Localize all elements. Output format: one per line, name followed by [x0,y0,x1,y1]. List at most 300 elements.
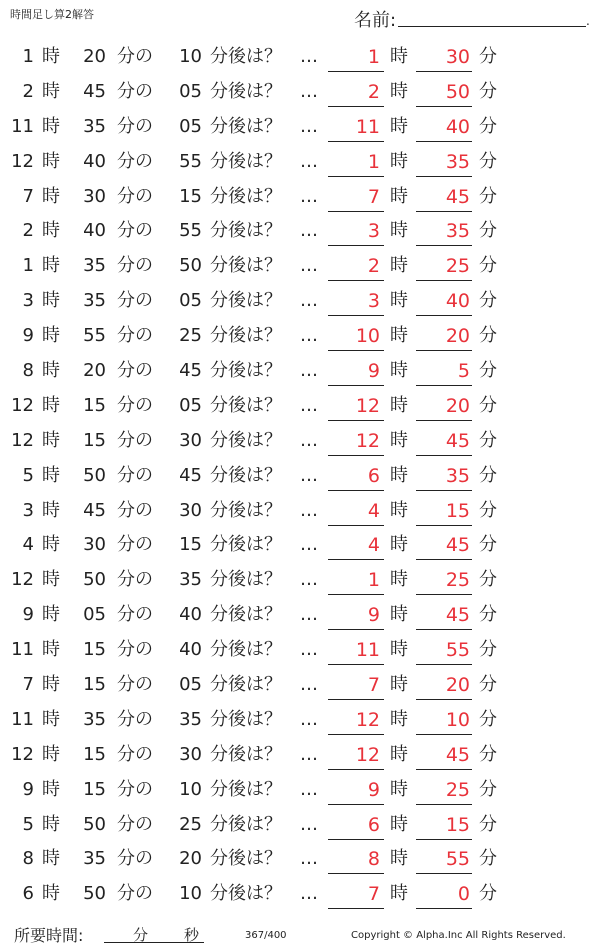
problem-row [0,425,600,460]
start-hour: 12 [11,429,34,451]
answer-minute-unit: 分 [479,743,497,765]
problem-list [0,41,600,913]
minutes-later-label: 分後は？ [210,429,282,451]
answer-hour: 12 [355,394,380,417]
answer-minute-unit: 分 [479,255,497,277]
answer-hour-unit: 時 [390,569,408,591]
start-minute: 35 [83,115,106,137]
answer-hour-unit: 時 [390,674,408,696]
hour-unit: 時 [42,185,60,207]
problem-row [0,215,600,250]
answer-hour: 11 [355,639,380,662]
added-minutes: 30 [179,499,202,521]
problem-row [0,390,600,425]
added-minutes: 10 [179,883,202,905]
ellipsis: … [300,499,318,521]
answer-hour-unit: 時 [390,813,408,835]
answer-hour-underline [328,245,384,246]
start-hour: 12 [11,150,34,172]
added-minutes: 20 [179,848,202,870]
ellipsis: … [300,360,318,382]
added-minutes: 05 [179,674,202,696]
minute-no-label: 分の [117,534,153,556]
answer-minute-underline [416,594,472,595]
problem-row [0,669,600,704]
problem-row [0,285,600,320]
minute-no-label: 分の [117,743,153,765]
answer-hour-unit: 時 [390,150,408,172]
added-minutes: 15 [179,534,202,556]
answer-hour-unit: 時 [390,534,408,556]
minutes-later-label: 分後は？ [210,708,282,730]
required-time-seconds-unit: 秒 [184,926,200,944]
worksheet-title: 時間足し算2解答 [10,8,94,21]
answer-hour-underline [328,315,384,316]
minute-no-label: 分の [117,848,153,870]
answer-minute: 45 [445,429,470,452]
problem-row [0,320,600,355]
answer-minute-underline [416,734,472,735]
added-minutes: 15 [179,185,202,207]
added-minutes: 35 [179,708,202,730]
answer-minute-underline [416,176,472,177]
start-minute: 50 [83,464,106,486]
added-minutes: 50 [179,255,202,277]
answer-hour-unit: 時 [390,255,408,277]
problem-row [0,250,600,285]
minutes-later-label: 分後は？ [210,499,282,521]
answer-hour: 7 [367,883,380,906]
answer-hour-unit: 時 [390,290,408,312]
answer-minute-underline [416,490,472,491]
answer-hour-underline [328,839,384,840]
hour-unit: 時 [42,255,60,277]
answer-minute: 35 [445,220,470,243]
answer-minute-underline [416,804,472,805]
start-hour: 1 [22,255,34,277]
added-minutes: 10 [179,46,202,67]
answer-hour: 6 [367,464,380,487]
answer-minute-underline [416,839,472,840]
answer-hour: 8 [367,848,380,871]
answer-hour-unit: 時 [390,604,408,626]
answer-hour: 7 [367,674,380,697]
hour-unit: 時 [42,394,60,416]
answer-hour-underline [328,455,384,456]
answer-minute-unit: 分 [479,778,497,800]
answer-minute: 40 [445,115,470,138]
answer-minute-unit: 分 [479,569,497,591]
problem-row [0,355,600,390]
answer-minute-unit: 分 [479,46,497,67]
answer-hour: 9 [367,778,380,801]
minutes-later-label: 分後は？ [210,883,282,905]
minute-no-label: 分の [117,674,153,696]
minutes-later-label: 分後は？ [210,813,282,835]
answer-minute-unit: 分 [479,360,497,382]
page-number: 367/400 [245,930,287,941]
answer-minute-underline [416,71,472,72]
minute-no-label: 分の [117,185,153,207]
answer-hour-underline [328,141,384,142]
answer-minute: 45 [445,185,470,208]
ellipsis: … [300,464,318,486]
hour-unit: 時 [42,80,60,102]
answer-minute-underline [416,699,472,700]
problem-row [0,111,600,146]
problem-row [0,739,600,774]
start-minute: 45 [83,499,106,521]
answer-hour-underline [328,804,384,805]
hour-unit: 時 [42,115,60,137]
answer-hour-underline [328,873,384,874]
minute-no-label: 分の [117,499,153,521]
answer-minute-underline [416,350,472,351]
start-minute: 15 [83,639,106,661]
start-minute: 15 [83,778,106,800]
minute-no-label: 分の [117,883,153,905]
problem-row [0,146,600,181]
minute-no-label: 分の [117,325,153,347]
minute-no-label: 分の [117,813,153,835]
minute-no-label: 分の [117,778,153,800]
answer-minute: 40 [445,290,470,313]
minutes-later-label: 分後は？ [210,534,282,556]
ellipsis: … [300,255,318,277]
added-minutes: 30 [179,743,202,765]
minutes-later-label: 分後は？ [210,255,282,277]
minute-no-label: 分の [117,150,153,172]
answer-hour: 1 [367,150,380,173]
answer-hour-unit: 時 [390,185,408,207]
minute-no-label: 分の [117,255,153,277]
start-hour: 12 [11,569,34,591]
answer-hour-unit: 時 [390,778,408,800]
answer-minute: 45 [445,604,470,627]
minutes-later-label: 分後は？ [210,325,282,347]
answer-hour-unit: 時 [390,883,408,905]
answer-minute: 20 [445,674,470,697]
minute-no-label: 分の [117,639,153,661]
hour-unit: 時 [42,848,60,870]
hour-unit: 時 [42,499,60,521]
answer-minute-underline [416,245,472,246]
problem-row [0,76,600,111]
minute-no-label: 分の [117,80,153,102]
start-minute: 20 [83,46,106,67]
minute-no-label: 分の [117,708,153,730]
start-minute: 40 [83,150,106,172]
answer-hour: 9 [367,360,380,383]
start-minute: 15 [83,429,106,451]
answer-hour: 3 [367,290,380,313]
added-minutes: 05 [179,394,202,416]
ellipsis: … [300,569,318,591]
hour-unit: 時 [42,639,60,661]
answer-hour: 4 [367,534,380,557]
answer-minute-unit: 分 [479,185,497,207]
answer-hour-underline [328,594,384,595]
answer-hour-unit: 時 [390,220,408,242]
problem-row [0,843,600,878]
answer-minute: 45 [445,743,470,766]
answer-hour: 6 [367,813,380,836]
start-hour: 7 [22,674,34,696]
minute-no-label: 分の [117,394,153,416]
ellipsis: … [300,604,318,626]
answer-hour: 10 [355,325,380,348]
answer-minute-unit: 分 [479,220,497,242]
start-minute: 35 [83,708,106,730]
start-hour: 12 [11,394,34,416]
answer-minute: 20 [445,394,470,417]
answer-hour: 12 [355,429,380,452]
answer-minute: 20 [445,325,470,348]
start-minute: 45 [83,80,106,102]
answer-minute: 55 [445,639,470,662]
minute-no-label: 分の [117,429,153,451]
hour-unit: 時 [42,150,60,172]
answer-hour-underline [328,734,384,735]
answer-hour-underline [328,490,384,491]
answer-minute-underline [416,769,472,770]
answer-hour-underline [328,385,384,386]
start-hour: 7 [22,185,34,207]
start-minute: 40 [83,220,106,242]
answer-minute-underline [416,385,472,386]
answer-hour-unit: 時 [390,639,408,661]
hour-unit: 時 [42,674,60,696]
answer-minute-unit: 分 [479,80,497,102]
ellipsis: … [300,150,318,172]
hour-unit: 時 [42,813,60,835]
start-hour: 2 [22,220,34,242]
added-minutes: 10 [179,778,202,800]
answer-minute-unit: 分 [479,639,497,661]
start-minute: 30 [83,534,106,556]
added-minutes: 45 [179,360,202,382]
minutes-later-label: 分後は？ [210,185,282,207]
answer-minute-underline [416,629,472,630]
ellipsis: … [300,743,318,765]
start-minute: 35 [83,255,106,277]
ellipsis: … [300,394,318,416]
problem-row [0,809,600,844]
problem-row [0,878,600,913]
answer-hour: 11 [355,115,380,138]
added-minutes: 05 [179,115,202,137]
ellipsis: … [300,80,318,102]
start-hour: 2 [22,80,34,102]
minute-no-label: 分の [117,604,153,626]
copyright-notice: Copyright © Alpha.Inc All Rights Reserved. [351,930,566,941]
answer-minute-unit: 分 [479,394,497,416]
answer-minute: 5 [457,360,470,383]
problem-row [0,634,600,669]
ellipsis: … [300,708,318,730]
answer-minute-unit: 分 [479,674,497,696]
answer-hour: 1 [367,46,380,68]
start-hour: 11 [11,115,34,137]
answer-hour-unit: 時 [390,429,408,451]
ellipsis: … [300,813,318,835]
answer-hour-unit: 時 [390,708,408,730]
answer-minute-unit: 分 [479,325,497,347]
start-hour: 6 [22,883,34,905]
added-minutes: 35 [179,569,202,591]
answer-minute: 35 [445,150,470,173]
answer-minute-underline [416,873,472,874]
start-minute: 50 [83,813,106,835]
ellipsis: … [300,674,318,696]
answer-hour: 1 [367,569,380,592]
answer-minute: 25 [445,255,470,278]
added-minutes: 30 [179,429,202,451]
start-hour: 9 [22,778,34,800]
minutes-later-label: 分後は？ [210,80,282,102]
start-hour: 3 [22,499,34,521]
ellipsis: … [300,290,318,312]
answer-hour: 3 [367,220,380,243]
problem-row [0,704,600,739]
answer-minute-unit: 分 [479,883,497,905]
answer-hour: 4 [367,499,380,522]
answer-hour-unit: 時 [390,115,408,137]
answer-hour-underline [328,664,384,665]
answer-hour: 7 [367,185,380,208]
hour-unit: 時 [42,534,60,556]
start-hour: 8 [22,848,34,870]
answer-minute-underline [416,525,472,526]
answer-hour-unit: 時 [390,499,408,521]
answer-minute-underline [416,908,472,909]
answer-minute-underline [416,141,472,142]
minute-no-label: 分の [117,464,153,486]
answer-minute: 45 [445,534,470,557]
answer-minute-underline [416,420,472,421]
answer-minute-unit: 分 [479,604,497,626]
problem-row [0,529,600,564]
minutes-later-label: 分後は？ [210,290,282,312]
answer-minute: 10 [445,708,470,731]
answer-hour: 9 [367,604,380,627]
minutes-later-label: 分後は？ [210,464,282,486]
start-minute: 15 [83,743,106,765]
added-minutes: 55 [179,150,202,172]
minutes-later-label: 分後は？ [210,639,282,661]
minutes-later-label: 分後は？ [210,220,282,242]
start-hour: 4 [22,534,34,556]
minutes-later-label: 分後は？ [210,360,282,382]
answer-minute-unit: 分 [479,150,497,172]
answer-minute: 15 [445,499,470,522]
hour-unit: 時 [42,569,60,591]
hour-unit: 時 [42,429,60,451]
start-minute: 50 [83,883,106,905]
answer-hour-underline [328,559,384,560]
answer-hour-underline [328,699,384,700]
start-hour: 5 [22,464,34,486]
minutes-later-label: 分後は？ [210,150,282,172]
start-minute: 50 [83,569,106,591]
problem-row [0,774,600,809]
problem-row [0,495,600,530]
minutes-later-label: 分後は？ [210,674,282,696]
hour-unit: 時 [42,360,60,382]
added-minutes: 05 [179,290,202,312]
minute-no-label: 分の [117,290,153,312]
minutes-later-label: 分後は？ [210,394,282,416]
answer-minute: 0 [457,883,470,906]
answer-minute-underline [416,455,472,456]
name-label: 名前: [354,10,397,31]
answer-hour-underline [328,106,384,107]
answer-minute: 25 [445,569,470,592]
answer-hour-underline [328,525,384,526]
start-minute: 30 [83,185,106,207]
hour-unit: 時 [42,604,60,626]
minute-no-label: 分の [117,115,153,137]
problem-row [0,564,600,599]
answer-minute-unit: 分 [479,813,497,835]
hour-unit: 時 [42,464,60,486]
answer-minute-underline [416,664,472,665]
answer-hour: 2 [367,80,380,103]
answer-minute-unit: 分 [479,429,497,451]
hour-unit: 時 [42,778,60,800]
answer-hour-underline [328,629,384,630]
answer-hour-unit: 時 [390,743,408,765]
start-hour: 11 [11,708,34,730]
minute-no-label: 分の [117,360,153,382]
start-minute: 20 [83,360,106,382]
answer-minute-underline [416,280,472,281]
answer-minute-unit: 分 [479,290,497,312]
minutes-later-label: 分後は？ [210,46,282,67]
added-minutes: 25 [179,325,202,347]
start-hour: 11 [11,639,34,661]
added-minutes: 05 [179,80,202,102]
added-minutes: 55 [179,220,202,242]
ellipsis: … [300,220,318,242]
start-hour: 5 [22,813,34,835]
answer-hour-underline [328,176,384,177]
minutes-later-label: 分後は？ [210,604,282,626]
answer-hour-unit: 時 [390,80,408,102]
ellipsis: … [300,883,318,905]
minutes-later-label: 分後は？ [210,743,282,765]
minutes-later-label: 分後は？ [210,848,282,870]
required-time-label: 所要時間: [14,926,84,945]
minute-no-label: 分の [117,46,153,67]
answer-hour-underline [328,420,384,421]
answer-minute: 35 [445,464,470,487]
hour-unit: 時 [42,743,60,765]
answer-hour-unit: 時 [390,360,408,382]
answer-minute: 55 [445,848,470,871]
start-minute: 05 [83,604,106,626]
added-minutes: 40 [179,639,202,661]
hour-unit: 時 [42,708,60,730]
ellipsis: … [300,325,318,347]
minute-no-label: 分の [117,220,153,242]
start-hour: 1 [22,46,34,67]
answer-hour-underline [328,211,384,212]
answer-minute: 25 [445,778,470,801]
hour-unit: 時 [42,220,60,242]
answer-minute-unit: 分 [479,708,497,730]
ellipsis: … [300,429,318,451]
